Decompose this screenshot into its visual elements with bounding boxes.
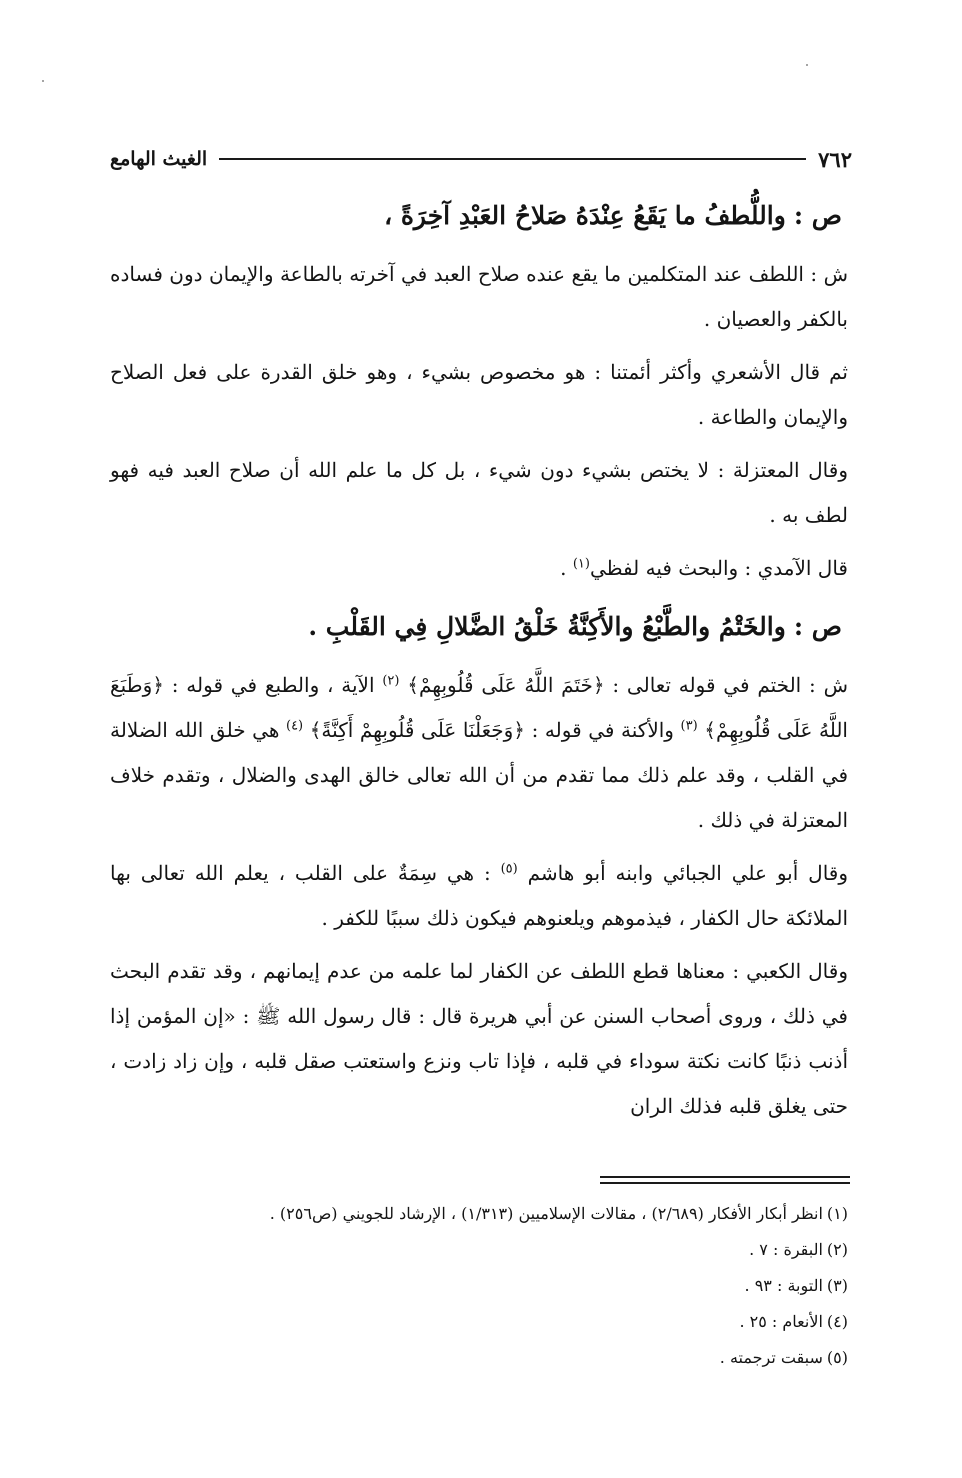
sharh-text: وقال الكعبي : معناها قطع اللطف عن الكفار لما علمه من عدم إيمانهم ، وقد تقدم البحث في ذلك ، وروى أصحاب السنن عن أبي هريرة قال : قال رسول الله ﷺ : «إن المؤمن إذا أذنب ذنبًا كانت نكتة سوداء في قلبه ، فإذا تاب ونزع واستعتب صقل قلبه ، وإن زاد زادت ، حتى يغلق قلبه فذلك الران [110, 959, 848, 1118]
sharh-text: اللطف عند المتكلمين ما يقع عنده صلاح العبد في آخرته بالطاعة والإيمان دون فساده بالكفر والعصيان . [110, 262, 848, 331]
sharh-paragraph [110, 252, 848, 342]
footnote-text: الأنعام : ٢٥ . [739, 1312, 823, 1331]
footnotes [110, 1196, 848, 1376]
footnote-text: التوبة : ٩٣ . [744, 1276, 823, 1295]
footnote-ref[interactable]: (٢) [382, 673, 400, 689]
sharh-paragraph [110, 448, 848, 538]
sharh-text: والأكنة في قوله : ﴿وَجَعَلْنَا عَلَى قُلُوبِهِمْ أَكِنَّةً﴾ [303, 718, 681, 742]
book-title: الغيث الهامع [110, 148, 208, 170]
footnote-ref[interactable]: (١) [572, 556, 590, 572]
running-header [110, 142, 852, 176]
scan-speck [806, 64, 808, 66]
sharh-paragraph [110, 949, 848, 1129]
footnote-item [110, 1304, 848, 1340]
footnote-item [110, 1268, 848, 1304]
footnote-item [110, 1196, 848, 1232]
matn-prefix: ص : [793, 612, 842, 641]
matn-line [110, 188, 848, 244]
footnote-ref[interactable]: (٤) [285, 718, 304, 734]
sharh-prefix: ش : [809, 673, 848, 697]
sharh-paragraph [110, 350, 848, 440]
matn-text: واللُّطفُ ما يَقَعُ عِنْدَهُ صَلاحُ العَبْدِ آخِرَةً ، [384, 201, 786, 230]
sharh-paragraph [110, 546, 848, 591]
footnote-number: (١) [826, 1204, 848, 1223]
sharh-text: قال الآمدي : والبحث فيه لفظي [589, 556, 848, 580]
footnote-number: (٤) [826, 1312, 848, 1331]
footnote-number: (٥) [826, 1348, 848, 1367]
sharh-text: الآية ، والطبع في قوله : ﴿وَطَبَعَ اللَّهُ عَلَى قُلُوبِهِمْ﴾ [110, 673, 848, 742]
sharh-text: : هي سِمَةٌ على القلب ، يعلم الله تعالى بها الملائكة حال الكفار ، فيذموهم ويلعنوهم فيكون ذلك سببًا للكفر . [110, 861, 848, 930]
footnote-text: سبقت ترجمته . [719, 1348, 823, 1367]
footnote-text: انظر أبكار الأفكار (٢/٦٨٩) ، مقالات الإسلاميين (١/٣١٣) ، الإرشاد للجويني (ص٢٥٦) . [269, 1204, 823, 1223]
sharh-text: ثم قال الأشعري وأكثر أئمتنا : هو مخصوص بشيء ، وهو خلق القدرة على فعل الصلاح والإيمان والطاعة . [110, 360, 848, 429]
footnote-text: البقرة : ٧ . [749, 1240, 823, 1259]
header-rule [219, 158, 806, 160]
sharh-paragraph [110, 663, 848, 843]
matn-prefix: ص : [793, 201, 842, 230]
sharh-text: هي خلق الله الضلالة في القلب ، وقد علم ذلك مما تقدم من أن الله تعالى خالق الهدى والضلال ، وتقدم خلاف المعتزلة في ذلك . [110, 718, 848, 832]
footnote-number: (٢) [826, 1240, 848, 1259]
page-body [110, 188, 848, 1137]
footnote-ref[interactable]: (٣) [680, 718, 698, 734]
scan-speck [42, 80, 44, 82]
sharh-text: وقال المعتزلة : لا يختص بشيء دون شيء ، بل كل ما علم الله أن صلاح العبد فيه فهو لطف به . [110, 458, 848, 527]
matn-line [110, 599, 848, 655]
footnote-number: (٣) [826, 1276, 848, 1295]
sharh-prefix: ش : [810, 262, 848, 286]
sharh-text: . [560, 556, 573, 580]
sharh-paragraph [110, 851, 848, 941]
sharh-text: وقال أبو علي الجبائي وابنه أبو هاشم [517, 861, 849, 885]
footnote-item [110, 1232, 848, 1268]
matn-text: والخَتْمُ والطَّبْعُ والأَكِنَّةُ خَلْقُ الضَّلالِ فِي القَلْبِ . [308, 612, 786, 641]
page-number: ٧٦٢ [818, 146, 852, 172]
footnote-ref[interactable]: (٥) [500, 861, 518, 877]
footnote-separator [600, 1176, 850, 1184]
footnote-item [110, 1340, 848, 1376]
sharh-text: الختم في قوله تعالى : ﴿خَتَمَ اللَّهُ عَلَى قُلُوبِهِمْ﴾ [399, 673, 802, 697]
